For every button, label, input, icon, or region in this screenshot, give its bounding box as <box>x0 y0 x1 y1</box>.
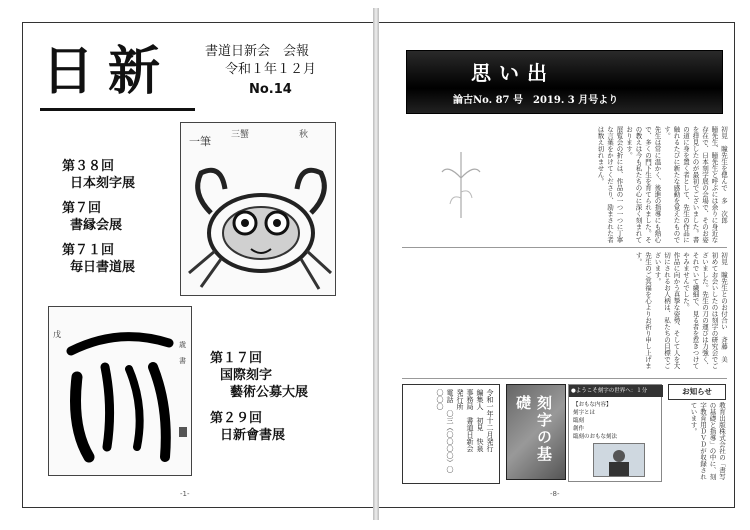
book-cover <box>506 384 566 480</box>
video-still <box>593 443 645 477</box>
video-panel <box>568 384 662 482</box>
colophon-line-5: 電話 〇三（〇〇〇〇）〇〇〇〇 <box>436 389 454 473</box>
event-3-name: 毎日書道展 <box>70 260 136 275</box>
article-divider <box>402 247 727 248</box>
article-2-p2: 作品に向かう真摯な姿勢、そして人を大切にされるお人柄は、私たちの目標でございます。 <box>653 252 681 369</box>
page-number-right: -8- <box>550 490 560 498</box>
colophon-line-1: 令和一年十二月発行 <box>486 389 494 452</box>
article-upper <box>488 126 728 244</box>
colophon-text <box>435 389 495 479</box>
logo-underline <box>40 108 195 111</box>
svg-text:三蟹: 三蟹 <box>231 130 250 140</box>
colophon-box <box>402 384 500 484</box>
bottom-section-divider <box>402 378 727 379</box>
svg-text:秋: 秋 <box>299 130 309 140</box>
colophon-line-3: 事務局 書道日新会 <box>466 389 474 452</box>
video-item-2: 臨刻 <box>573 418 585 424</box>
video-title: ●ようこそ刻字の世界へ：１分 <box>569 385 663 397</box>
header-title: 書道日新会 会報 <box>205 44 310 59</box>
lily-illustration <box>436 148 486 218</box>
svg-text:歳: 歳 <box>179 341 186 349</box>
event-2-name: 書縁会展 <box>70 218 123 233</box>
event-4-name-2: 藝術公募大展 <box>230 385 309 400</box>
header-date: 令和１年１２月 <box>225 62 317 77</box>
newsletter-logo: 日新 <box>42 41 175 102</box>
video-item-4: 臨刻のおもな刻法 <box>573 434 618 440</box>
calligraphy-artwork <box>48 306 192 476</box>
svg-text:戊: 戊 <box>53 330 61 339</box>
article-2-p1: 初めてお会いしたのは刻字の研究会でございました。先生の刀の運びは力強く、それでいて繊細で、見る者を惹きつけてやみませんでした。 <box>682 252 719 369</box>
event-1-name: 日本刻字展 <box>70 176 136 191</box>
notice-box <box>664 384 728 482</box>
event-1-number: 第３８回 <box>62 159 115 174</box>
video-contents <box>573 401 617 441</box>
video-item-3: 創作 <box>573 426 585 432</box>
article-1-heading: 初見 瞳先生を偲んで 多 次郎 <box>720 126 728 224</box>
crab-painting <box>180 122 336 296</box>
article-1-p2: 先生は常に温かく、後進の指導にも熱心で、多くの門下生を育てられました。その教えは今も私たちの心に深く刻まれております。 <box>625 126 662 243</box>
article-2-p3: 先生のご冥福を心よりお祈り申し上げます。 <box>634 252 652 369</box>
book-title: 刻字の基礎 <box>514 395 553 463</box>
article-1-p3: 展覧会の折には、作品の一つ一つに丁寧な言葉をかけてくださり、励まされた者は数え切れません。 <box>596 126 624 243</box>
book-spine <box>373 8 379 520</box>
notice-heading: お知らせ <box>668 384 726 400</box>
event-4-number: 第１７回 <box>210 351 263 366</box>
banner-title: 思い出 <box>471 61 555 85</box>
colophon-line-2: 編集人 初見 快泉 <box>476 389 484 452</box>
svg-text:書: 書 <box>179 357 186 365</box>
event-5-number: 第２９回 <box>210 411 263 426</box>
header-issue: No.14 <box>249 82 292 97</box>
banner-subtitle: 論古No. 87 号 2019. 3 月号より <box>453 95 619 106</box>
article-1-p1: 瞳先生、瞳先生と呼ぶには余りに身近な存在で、日本刻字展の会場で、そのお姿を拝見したのが最初でございました。書の道に身を置く者として、先生の作品に触れるたびに新たな感動を覚えたものです。 <box>663 126 719 243</box>
notice-text: 教育出版株式会社の「書写の基礎と指導」の中に、刻字教育用ＤＶＤが収録されています。 <box>689 402 726 480</box>
page-number-left: -1- <box>180 490 190 498</box>
event-5-name: 日新會書展 <box>220 428 286 443</box>
event-3-number: 第７１回 <box>62 243 115 258</box>
video-item-1: 刻字とは <box>573 410 596 416</box>
event-2-number: 第７回 <box>62 201 102 216</box>
event-4-name-1: 国際刻字 <box>220 368 273 383</box>
svg-text:一筆: 一筆 <box>189 135 211 148</box>
colophon-line-4: 発行所 <box>456 389 464 410</box>
article-lower <box>402 252 728 372</box>
article-2-heading: 初見 瞳先生とのお付合い 斉藤 美 <box>720 252 728 363</box>
video-item-0: 【おもな内容】 <box>573 402 612 408</box>
memories-banner <box>406 50 723 114</box>
